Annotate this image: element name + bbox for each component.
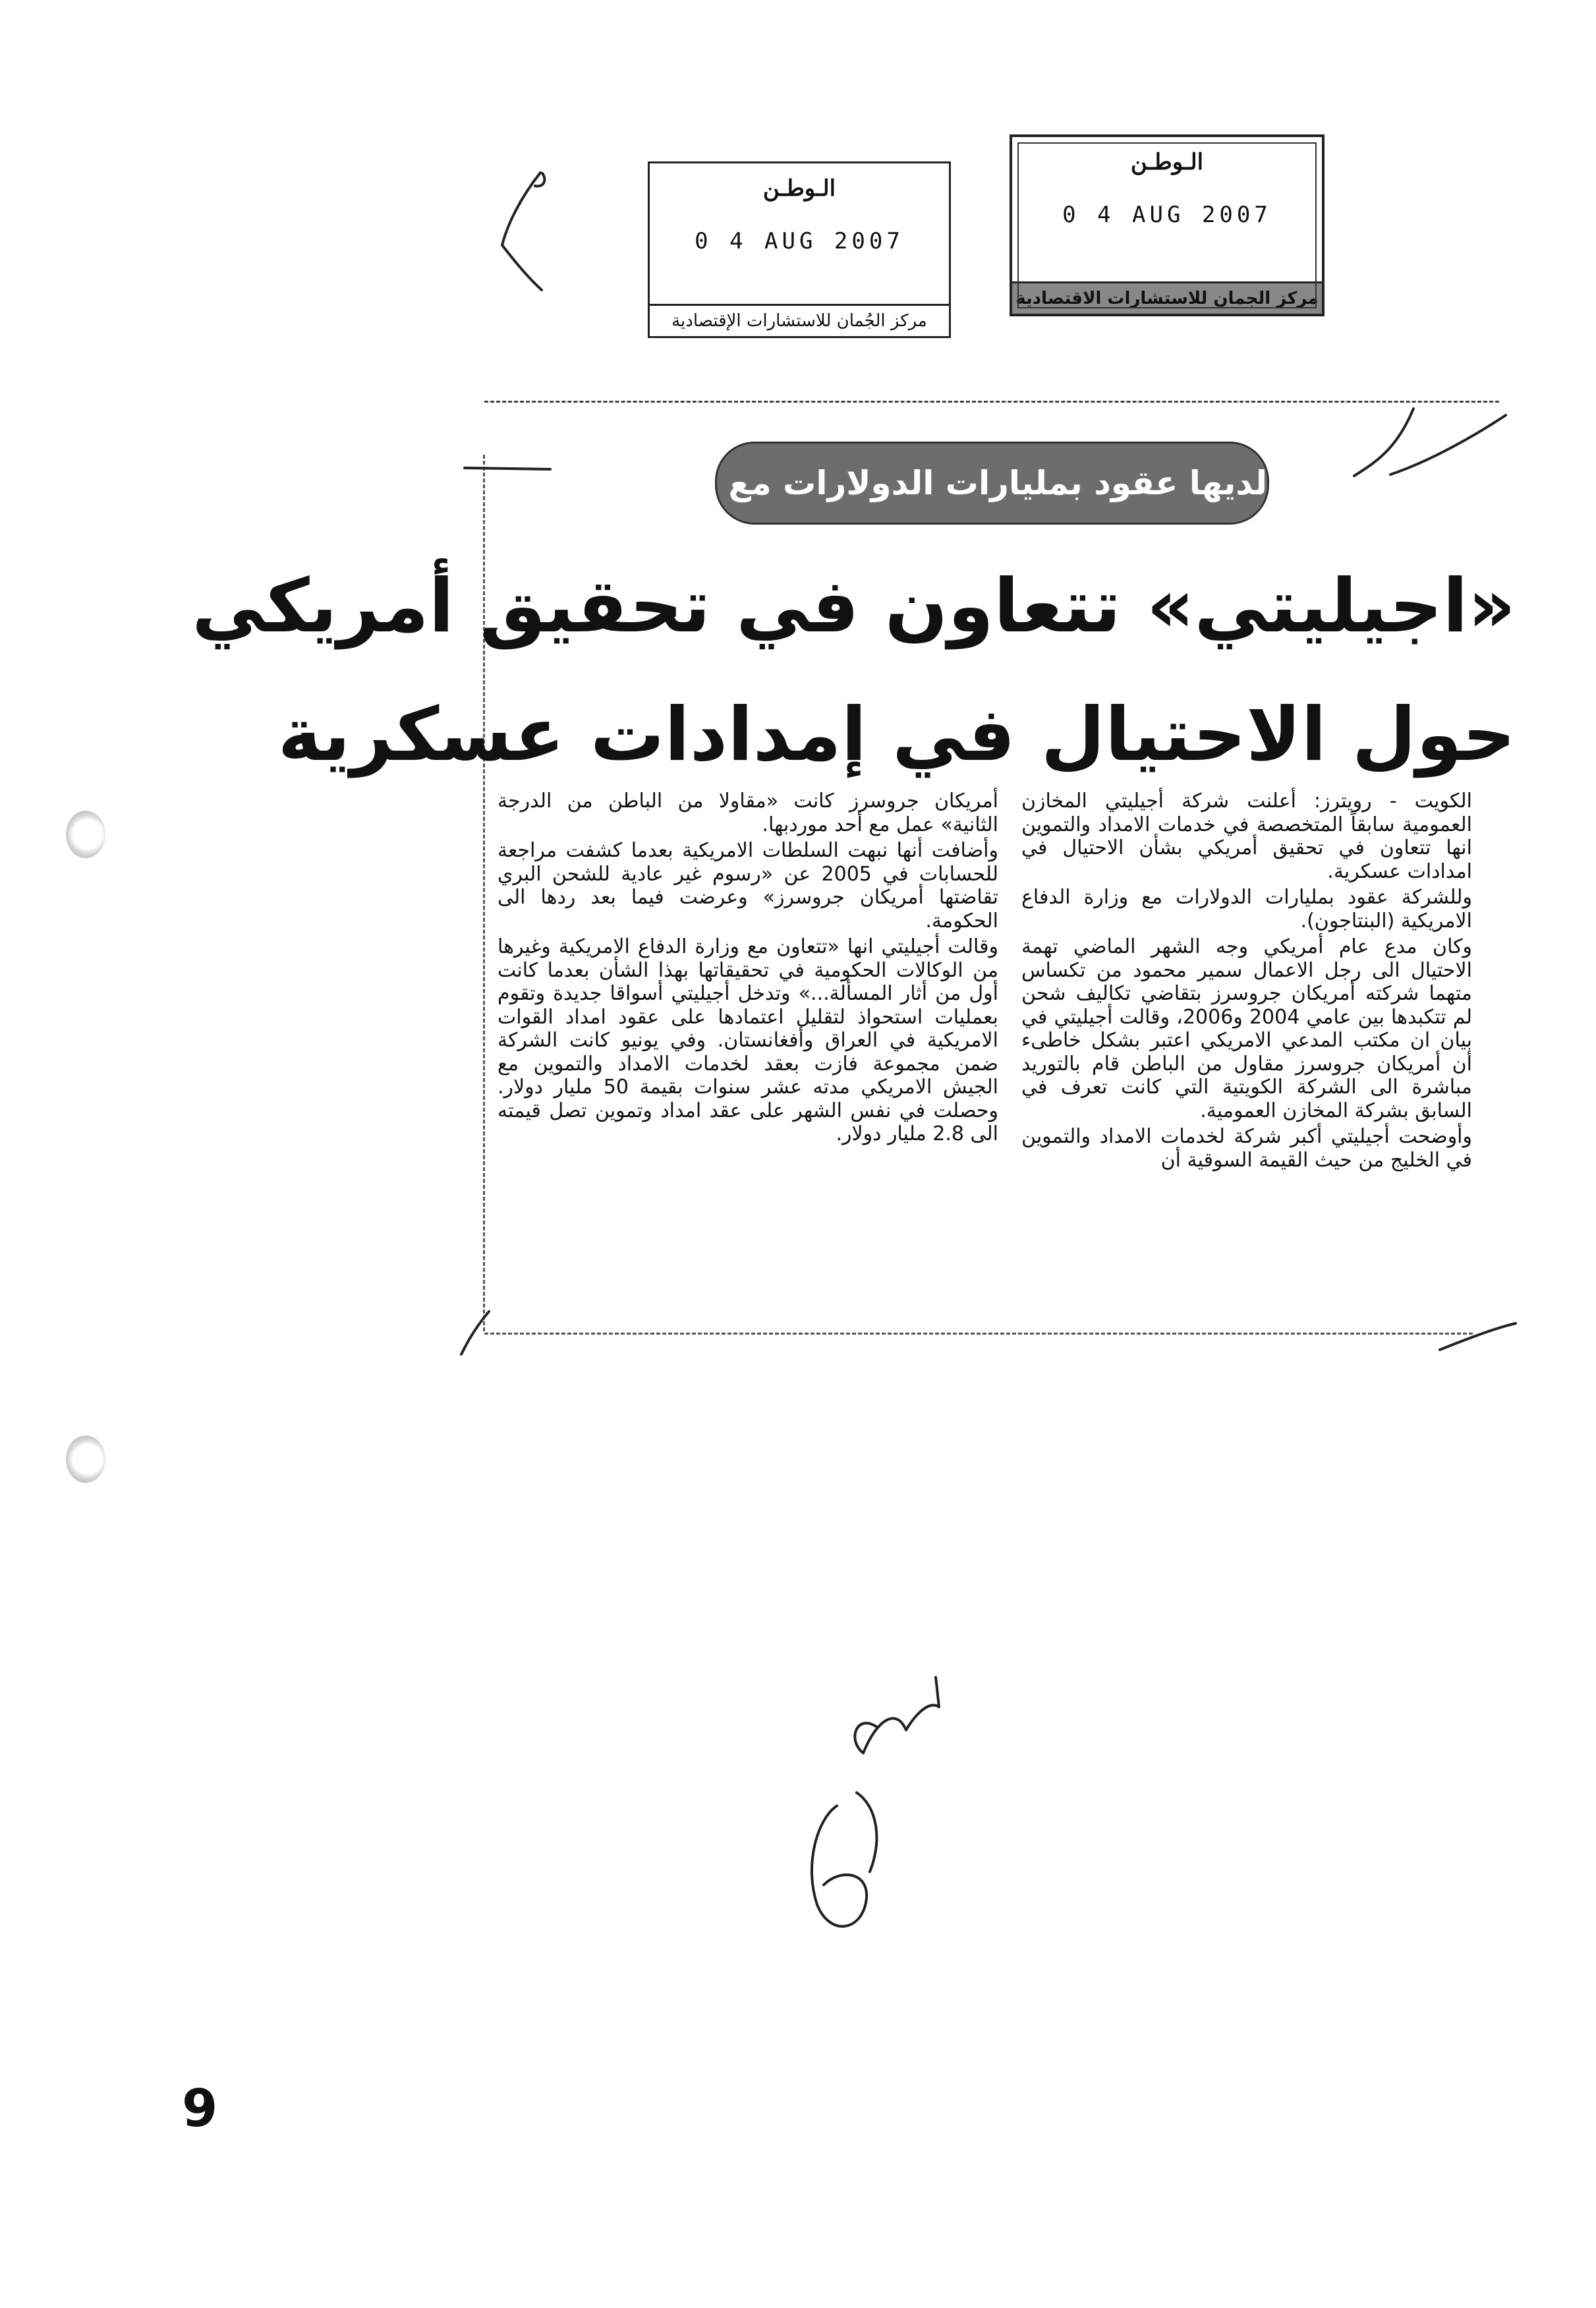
paragraph: وأوضحت أجيليتي أكبر شركة لخدمات الامداد والتموين في الخليج من حيث القيمة السوقية أن (1021, 1125, 1472, 1172)
paragraph: وللشركة عقود بمليارات الدولارات مع وزارة الدفاع الامريكية (البنتاجون). (1021, 886, 1472, 933)
article-headline-line-1: «اجيليتي» تتعاون في تحقيق أمريكي (192, 563, 1516, 649)
paragraph: وأضافت أنها نبهت السلطات الامريكية بعدما كشفت مراجعة للحسابات في 2005 عن «رسوم غير عادية للشحن البري تقاضتها أمريكان جروسرز» وعرضت فيما بعد ردها الى الحكومة. (498, 839, 998, 933)
article-headline-line-2: حول الاحتيال في إمدادات عسكرية (277, 692, 1516, 778)
pen-check-mark (502, 173, 542, 290)
paragraph: الكويت - رويترز: أعلنت شركة أجيليتي المخازن العمومية سابقاً المتخصصة في خدمات الامداد والتموين انها تتعاون في تحقيق أمريكي بشأن الاحتيال في امدادات عسكرية. (1021, 790, 1472, 883)
article-kicker: لديها عقود بمليارات الدولارات مع «البنتاجون» (715, 442, 1269, 525)
pen-tick-stroke (1354, 409, 1413, 476)
pen-tick-stroke (461, 1312, 489, 1354)
stamp-date: 0 4 AUG 2007 (695, 228, 904, 254)
stamp-footer: مركز الجُمان للاستشارات الإقتصادية (650, 304, 949, 336)
handwritten-number-63 (812, 1806, 867, 1926)
stamp-footer: مركز الجمان للاستشارات الاقتصادية (1012, 281, 1322, 314)
stamp-newspaper-name: الـوطـن (1130, 149, 1204, 175)
stamp-date: 0 4 AUG 2007 (1062, 202, 1272, 228)
page-number: 9 (182, 2079, 218, 2139)
paragraph: وقالت أجيليتي انها «تتعاون مع وزارة الدفاع الامريكية وغيرها من الوكالات الحكومية في تحقيقاتها بهذا الشأن بعدما كانت أول من أثار المسألة...» وتدخل أجيليتي أسواقا جديدة وتقوم بعمليات استحواذ لتقليل اعتمادها على عقود امداد القوات الامريكية في العراق وأفغانستان. وفي يونيو كانت الشركة ضمن مجموعة فازت بعقد لخدمات الامداد والتموين مع الجيش الامريكي مدته عشر سنوات بقيمة 50 مليار دولار. وحصلت في نفس الشهر على عقد امداد وتموين تصل قيمته الى 2.8 مليار دولار. (498, 935, 998, 1145)
handwritten-number-63 (857, 1793, 876, 1872)
paragraph: وكان مدع عام أمريكي وجه الشهر الماضي تهمة الاحتيال الى رجل الاعمال سمير محمود من تكساس متهما شركته أمريكان جروسرز بتقاضي تكاليف شحن لم تتكبدها بين عامي 2004 و2006، وقالت أجيليتي في بيان ان مكتب المدعي الامريكي اعتبر بشكل خاطىء أن أمريكان جروسرز مقاول من الباطن قام بالتوريد مباشرة الى الشركة الكويتية التي كانت تعرف في السابق بشركة المخازن العمومية. (1021, 935, 1472, 1122)
pen-tick-stroke (1390, 415, 1506, 475)
stamp-newspaper-name: الـوطـن (762, 175, 836, 202)
pen-tick-stroke (1440, 1323, 1516, 1350)
handwritten-number-63 (855, 1677, 939, 1753)
paragraph: أمريكان جروسرز كانت «مقاولا من الباطن من الدرجة الثانية» عمل مع أحد موردبها. (498, 790, 998, 836)
pen-line-stroke (465, 468, 550, 469)
